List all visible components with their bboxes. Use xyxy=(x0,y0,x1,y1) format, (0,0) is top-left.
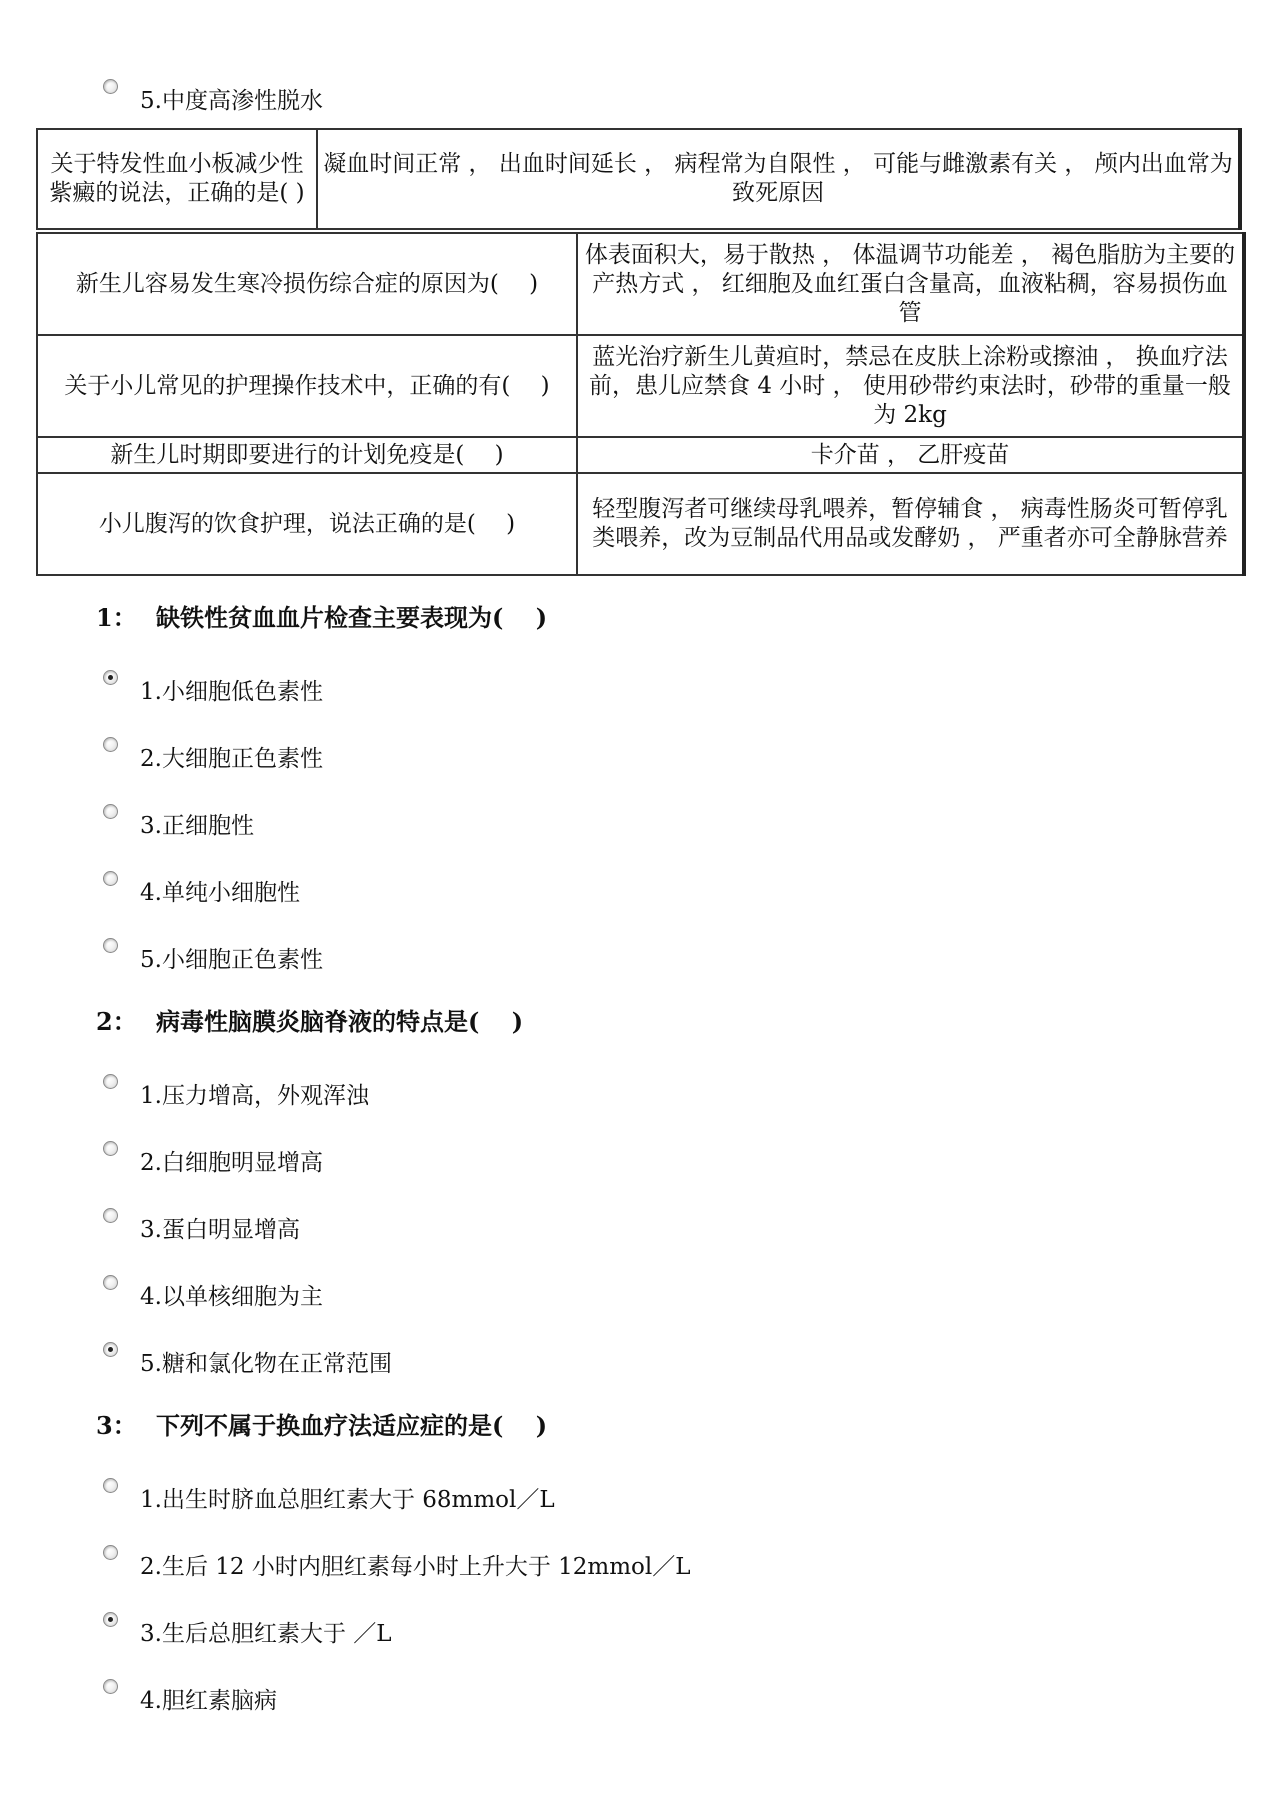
q2-option-3-label: 3.蛋白明显增高 xyxy=(140,1217,300,1243)
table-question-cell: 关于特发性血小板减少性紫癜的说法，正确的是( ) xyxy=(37,129,317,229)
q1-option-3-label: 3.正细胞性 xyxy=(140,813,254,839)
q3-option-4-radio[interactable] xyxy=(103,1679,118,1694)
table-row xyxy=(37,335,1244,437)
table-answer-cell: 体表面积大，易于散热 ， 体温调节功能差 ， 褐色脂肪为主要的产热方式 ， 红细胞及血红蛋白含量高，血液粘稠，容易损伤血管 xyxy=(577,233,1244,335)
q2-option-2-label: 2.白细胞明显增高 xyxy=(140,1150,323,1176)
question-2-title xyxy=(96,1007,523,1037)
q1-option-5-label: 5.小细胞正色素性 xyxy=(140,947,323,973)
q3-option-4-label: 4.胆红素脑病 xyxy=(140,1688,277,1714)
q2-option-3-radio[interactable] xyxy=(103,1208,118,1223)
answer-table-1 xyxy=(36,128,1242,230)
table-row xyxy=(37,233,1244,335)
q1-option-1-radio[interactable] xyxy=(103,670,118,685)
q3-option-1-label: 1.出生时脐血总胆红素大于 68mmol／L xyxy=(140,1487,555,1513)
table-question-cell: 关于小儿常见的护理操作技术中，正确的有( ) xyxy=(37,335,577,437)
question-text: 病毒性脑膜炎脑脊液的特点是( ) xyxy=(156,1007,524,1036)
table-question-cell: 小儿腹泻的饮食护理，说法正确的是( ) xyxy=(37,473,577,575)
q2-option-1-label: 1.压力增高，外观浑浊 xyxy=(140,1083,369,1109)
q1-option-3-radio[interactable] xyxy=(103,804,118,819)
question-3-title xyxy=(96,1411,547,1441)
q2-option-5-label: 5.糖和氯化物在正常范围 xyxy=(140,1351,392,1377)
top-option-radio[interactable] xyxy=(103,79,118,94)
question-number: 2： xyxy=(96,1007,137,1036)
table-answer-cell: 轻型腹泻者可继续母乳喂养，暂停辅食 ， 病毒性肠炎可暂停乳类喂养，改为豆制品代用品或发酵奶 ， 严重者亦可全静脉营养 xyxy=(577,473,1244,575)
question-number: 3： xyxy=(96,1411,137,1440)
q3-option-2-radio[interactable] xyxy=(103,1545,118,1560)
q1-option-1-label: 1.小细胞低色素性 xyxy=(140,679,323,705)
table-question-cell: 新生儿时期即要进行的计划免疫是( ) xyxy=(37,437,577,473)
q3-option-3-radio[interactable] xyxy=(103,1612,118,1627)
q1-option-2-radio[interactable] xyxy=(103,737,118,752)
q3-option-2-label: 2.生后 12 小时内胆红素每小时上升大于 12mmol／L xyxy=(140,1554,691,1580)
q2-option-4-label: 4.以单核细胞为主 xyxy=(140,1284,323,1310)
q3-option-3-label: 3.生后总胆红素大于 ／L xyxy=(140,1621,392,1647)
table-answer-cell: 凝血时间正常 ， 出血时间延长 ， 病程常为自限性 ， 可能与雌激素有关 ， 颅内出血常为致死原因 xyxy=(317,129,1240,229)
question-text: 缺铁性贫血血片检查主要表现为( ) xyxy=(156,603,548,632)
q1-option-4-radio[interactable] xyxy=(103,871,118,886)
table-row xyxy=(37,437,1244,473)
q2-option-5-radio[interactable] xyxy=(103,1342,118,1357)
table-row xyxy=(37,129,1240,229)
table-question-cell: 新生儿容易发生寒冷损伤综合症的原因为( ) xyxy=(37,233,577,335)
q2-option-2-radio[interactable] xyxy=(103,1141,118,1156)
q1-option-5-radio[interactable] xyxy=(103,938,118,953)
q1-option-2-label: 2.大细胞正色素性 xyxy=(140,746,323,772)
q2-option-1-radio[interactable] xyxy=(103,1074,118,1089)
table-answer-cell: 蓝光治疗新生儿黄疸时，禁忌在皮肤上涂粉或擦油 ， 换血疗法前，患儿应禁食 4 小时 ， 使用砂带约束法时，砂带的重量一般为 2kg xyxy=(577,335,1244,437)
question-number: 1： xyxy=(96,603,137,632)
q1-option-4-label: 4.单纯小细胞性 xyxy=(140,880,300,906)
table-row xyxy=(37,473,1244,575)
question-text: 下列不属于换血疗法适应症的是( ) xyxy=(156,1411,548,1440)
table-answer-cell: 卡介苗 ， 乙肝疫苗 xyxy=(577,437,1244,473)
q3-option-1-radio[interactable] xyxy=(103,1478,118,1493)
q2-option-4-radio[interactable] xyxy=(103,1275,118,1290)
answer-table-2 xyxy=(36,232,1246,576)
question-1-title xyxy=(96,603,547,633)
top-option-label: 5.中度高渗性脱水 xyxy=(140,88,323,114)
